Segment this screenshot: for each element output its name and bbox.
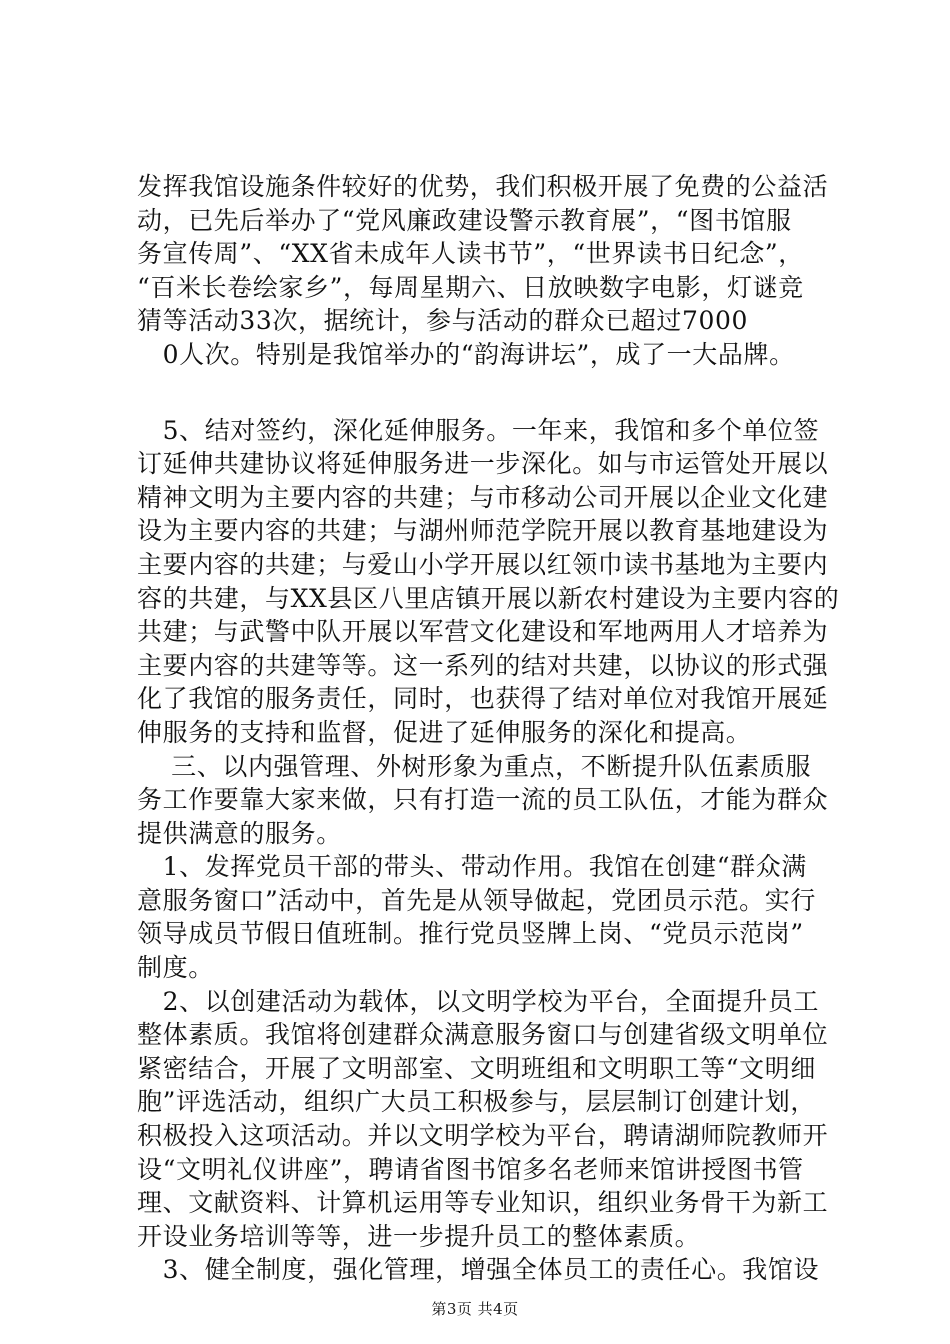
text-line: 伸服务的支持和监督，促进了延伸服务的深化和提高。 xyxy=(137,717,752,747)
text-line: 5、结对签约，深化延伸服务。一年来，我馆和多个单位签 xyxy=(137,415,820,445)
text-line: 领导成员节假日值班制。推行党员竖牌上岗、“党员示范岗” xyxy=(137,919,804,949)
text-line: “百米长卷绘家乡”，每周星期六、日放映数字电影，灯谜竞 xyxy=(137,272,804,302)
document-body xyxy=(137,170,857,1287)
text-line: 动，已先后举办了“党风廉政建设警示教育展”，“图书馆服 xyxy=(137,205,792,235)
text-line: 设“文明礼仪讲座”，聘请省图书馆多名老师来馆讲授图书管 xyxy=(137,1154,804,1184)
text-line: 发挥我馆设施条件较好的优势，我们积极开展了免费的公益活 xyxy=(137,172,829,201)
text-line: 1、发挥党员干部的带头、带动作用。我馆在创建“群众满 xyxy=(137,852,807,882)
paragraph-body-main xyxy=(137,414,857,1287)
text-line: 积极投入这项活动。并以文明学校为平台，聘请湖师院教师开 xyxy=(137,1121,829,1151)
page-number-footer: 第3页 共4页 xyxy=(431,1300,519,1318)
text-line: 理、文献资料、计算机运用等专业知识，组织业务骨干为新工 xyxy=(137,1188,829,1218)
paragraph-gap xyxy=(137,372,857,414)
text-line: 2、以创建活动为载体，以文明学校为平台，全面提升员工 xyxy=(137,986,820,1016)
text-line: 三、以内强管理、外树形象为重点，不断提升队伍素质服 xyxy=(137,751,812,781)
text-line: 务宣传周”、“XX省未成年人读书节”，“世界读书日纪念”， xyxy=(137,239,804,269)
text-line: 胞”评选活动，组织广大员工积极参与，层层制订创建计划， xyxy=(137,1087,816,1117)
text-line: 化了我馆的服务责任，同时，也获得了结对单位对我馆开展延 xyxy=(137,684,829,714)
text-line: 整体素质。我馆将创建群众满意服务窗口与创建省级文明单位 xyxy=(137,1020,829,1050)
text-line: 制度。 xyxy=(137,953,214,983)
text-line: 紧密结合，开展了文明部室、文明班组和文明职工等“文明细 xyxy=(137,1053,816,1083)
text-line: 主要内容的共建等等。这一系列的结对共建，以协议的形式强 xyxy=(137,650,829,680)
text-line: 开设业务培训等等，进一步提升员工的整体素质。 xyxy=(137,1221,701,1251)
text-line: 精神文明为主要内容的共建；与市移动公司开展以企业文化建 xyxy=(137,482,829,512)
text-line: 意服务窗口”活动中，首先是从领导做起，党团员示范。实行 xyxy=(137,885,816,915)
text-line: 提供满意的服务。 xyxy=(137,818,342,848)
text-line: 务工作要靠大家来做，只有打造一流的员工队伍，才能为群众 xyxy=(137,785,829,815)
text-line: 容的共建，与XX县区八里店镇开展以新农村建设为主要内容的 xyxy=(137,583,840,613)
text-line: 0人次。特别是我馆举办的“韵海讲坛”，成了一大品牌。 xyxy=(137,339,795,369)
text-line: 3、健全制度，强化管理，增强全体员工的责任心。我馆设 xyxy=(137,1255,820,1285)
text-line: 订延伸共建协议将延伸服务进一步深化。如与市运管处开展以 xyxy=(137,449,829,479)
text-line: 设为主要内容的共建；与湖州师范学院开展以教育基地建设为 xyxy=(137,516,829,546)
paragraph-free-activities xyxy=(137,170,857,372)
text-line: 主要内容的共建；与爱山小学开展以红领巾读书基地为主要内 xyxy=(137,549,829,579)
text-line: 猜等活动33次，据统计，参与活动的群众已超过7000 xyxy=(137,306,749,336)
text-line: 共建；与武警中队开展以军营文化建设和军地两用人才培养为 xyxy=(137,617,829,647)
